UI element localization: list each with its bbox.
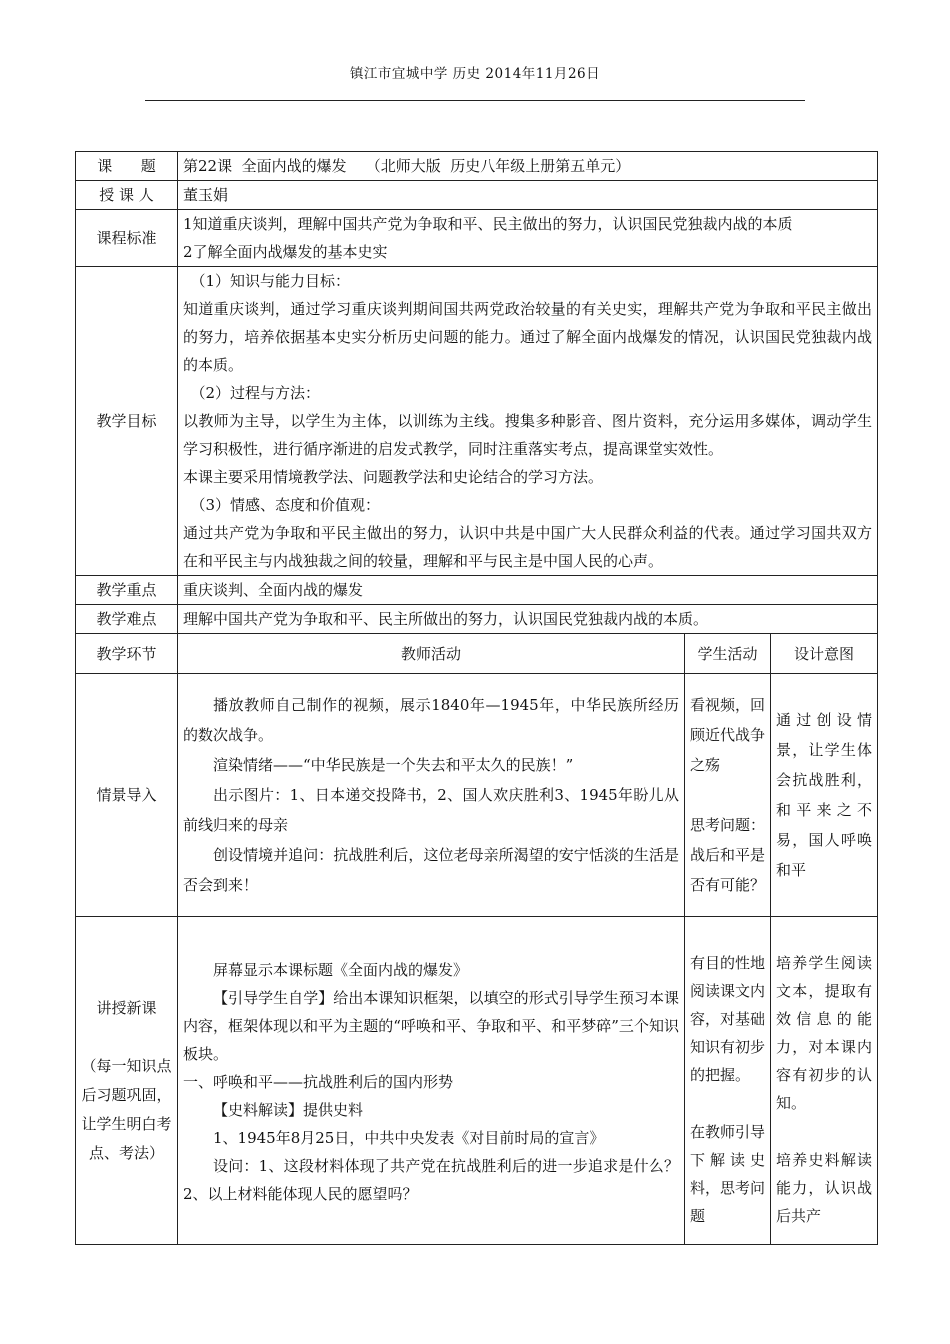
stage-intent-lesson <box>771 917 878 1245</box>
header-rule <box>145 100 805 101</box>
value-topic: 第22课 全面内战的爆发 （北师大版 历史八年级上册第五单元） <box>178 152 878 181</box>
label-topic: 课 题 <box>76 152 178 181</box>
intro-teacher-line-3: 出示图片：1、日本递交投降书，2、国人欢庆胜利3、1945年盼儿从前线归来的母亲 <box>183 786 679 834</box>
intro-student-line-2: 思考问题：战后和平是否有可能？ <box>690 816 766 894</box>
lesson-intent-line-2: 培养史料解读能力，认识战后共产 <box>776 1151 873 1225</box>
intro-teacher-line-4: 创设情境并追问：抗战胜利后，这位老母亲所渴望的安宁恬淡的生活是否会到来！ <box>183 846 679 894</box>
intro-student-line-1: 看视频，回顾近代战争之殇 <box>690 696 766 774</box>
lesson-teacher-line-6: 设问：1、这段材料体现了共产党在抗战胜利后的进一步追求是什么？2、以上材料能体现人民的愿望吗？ <box>183 1156 679 1203</box>
label-teacher: 授 课 人 <box>76 181 178 210</box>
lesson-teacher-line-3: 一、呼唤和平——抗战胜利后的国内形势 <box>183 1072 454 1091</box>
stage-teacher-intro <box>178 674 685 917</box>
lesson-teacher-line-2: 【引导学生自学】给出本课知识框架，以填空的形式引导学生预习本课内容，框架体现以和平为主题的“呼唤和平、争取和平、和平梦碎”三个知识板块。 <box>183 988 679 1063</box>
row-standard <box>76 210 878 267</box>
label-difficulty: 教学难点 <box>76 605 178 634</box>
lesson-student-line-2: 在教师引导下解读史料，思考问题 <box>690 1123 766 1225</box>
goal-heading-1: （1）知识与能力目标： <box>190 272 351 290</box>
goal-text-4: 通过共产党为争取和平民主做出的努力，认识中共是中国广大人民群众利益的代表。通过学习国共双方在和平民主与内战独裁之间的较量，理解和平与民主是中国人民的心声。 <box>183 524 873 570</box>
stage-name-intro: 情景导入 <box>76 674 178 917</box>
goal-text-2: 以教师为主导，以学生为主体，以训练为主线。搜集多种影音、图片资料，充分运用多媒体，调动学生学习积极性，进行循序渐进的启发式教学，同时注重落实考点，提高课堂实效性。 <box>183 412 873 458</box>
lesson-intent-line-1: 培养学生阅读文本，提取有效信息的能力，对本课内容有初步的认知。 <box>776 954 873 1112</box>
stage-teacher-lesson <box>178 917 685 1245</box>
value-key-point: 重庆谈判、全面内战的爆发 <box>178 576 878 605</box>
value-teacher: 董玉娟 <box>178 181 878 210</box>
goal-text-3: 本课主要采用情境教学法、问题教学法和史论结合的学习方法。 <box>183 468 604 486</box>
goal-text-1: 知道重庆谈判，通过学习重庆谈判期间国共两党政治较量的有关史实，理解共产党为争取和平民主做出的努力，培养依据基本史实分析历史问题的能力。通过了解全面内战爆发的情况，认识国民党独裁内战的本质。 <box>183 300 873 374</box>
lesson-teacher-line-5: 1、1945年8月25日，中共中央发表《对目前时局的宣言》 <box>213 1128 605 1147</box>
value-goals <box>178 267 878 576</box>
stage-name-lesson: 讲授新课 <box>96 998 157 1017</box>
stage-student-intro <box>685 674 771 917</box>
intro-intent-line-1: 通过创设情景，让学生体会抗战胜利，和平来之不易，国人呼唤和平 <box>776 711 873 879</box>
row-key-point <box>76 576 878 605</box>
label-standard: 课程标准 <box>76 210 178 267</box>
intro-teacher-line-2: 渲染情绪——“中华民族是一个失去和平太久的民族！” <box>213 756 574 774</box>
standard-line-1: 1知道重庆谈判，理解中国共产党为争取和平、民主做出的努力，认识国民党独裁内战的本质 <box>183 215 793 233</box>
row-topic <box>76 152 878 181</box>
label-goals: 教学目标 <box>76 267 178 576</box>
row-teacher <box>76 181 878 210</box>
goal-heading-2: （2）过程与方法： <box>190 384 321 402</box>
stage-lesson-label-cell <box>76 917 178 1245</box>
column-header-row <box>76 634 878 674</box>
col-header-student: 学生活动 <box>685 634 771 674</box>
value-difficulty: 理解中国共产党为争取和平、民主所做出的努力，认识国民党独裁内战的本质。 <box>178 605 878 634</box>
lesson-teacher-line-1: 屏幕显示本课标题《全面内战的爆发》 <box>213 960 469 979</box>
lesson-plan-table <box>75 151 878 1245</box>
stage-student-lesson <box>685 917 771 1245</box>
intro-teacher-line-1: 播放教师自己制作的视频，展示1840年—1945年，中华民族所经历的数次战争。 <box>183 696 679 744</box>
lesson-student-line-1: 有目的性地阅读课文内容，对基础知识有初步的把握。 <box>690 954 766 1084</box>
stage-row-lesson <box>76 917 878 1245</box>
goal-heading-3: （3）情感、态度和价值观： <box>190 496 381 514</box>
row-difficulty <box>76 605 878 634</box>
col-header-intent: 设计意图 <box>771 634 878 674</box>
stage-note-lesson: （每一知识点后习题巩固，让学生明白考点、考法） <box>81 1056 172 1162</box>
value-standard <box>178 210 878 267</box>
document-header: 镇江市宜城中学 历史 2014年11月26日 <box>349 66 601 82</box>
col-header-stage: 教学环节 <box>76 634 178 674</box>
row-goals <box>76 267 878 576</box>
stage-row-intro <box>76 674 878 917</box>
col-header-teacher: 教师活动 <box>178 634 685 674</box>
lesson-teacher-line-4: 【史料解读】提供史料 <box>213 1100 364 1119</box>
stage-intent-intro <box>771 674 878 917</box>
standard-line-2: 2了解全面内战爆发的基本史实 <box>183 243 388 261</box>
label-key-point: 教学重点 <box>76 576 178 605</box>
